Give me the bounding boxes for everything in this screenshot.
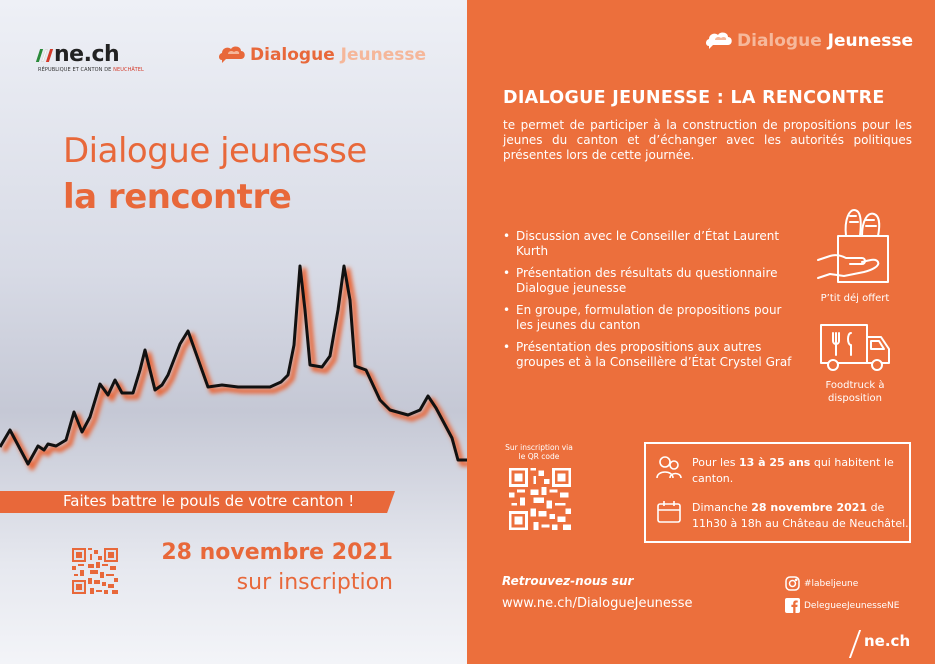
find-us-label: Retrouvez-nous sur: [502, 574, 634, 588]
qr-label: Sur inscription via le QR code: [505, 443, 573, 461]
neuchatel-flag-icon: [38, 49, 52, 62]
event-date: 28 novembre 2021: [161, 540, 393, 565]
date-info-row: Dimanche 28 novembre 2021 de 11h30 à 18h au Château de Neuchâtel.: [656, 500, 914, 532]
instagram-icon: [785, 576, 800, 591]
section-heading: DIALOGUE JEUNESSE : LA RENCONTRE: [503, 88, 885, 108]
instagram-link[interactable]: [785, 576, 858, 591]
event-info-box: [644, 442, 911, 543]
ne-logo-text: ne.ch: [54, 42, 120, 67]
ne-logo-subtitle: RÉPUBLIQUE ET CANTON DE NEUCHÂTEL: [38, 67, 144, 73]
facebook-handle: DelegueeJeunesseNE: [804, 600, 900, 611]
flyer-back: [467, 0, 935, 664]
foodtruck-icon: [819, 323, 891, 373]
foodtruck-feature: [800, 323, 910, 405]
breakfast-label: P’tit déj offert: [820, 293, 890, 304]
program-list: [503, 229, 793, 377]
foodtruck-label: Foodtruck à disposition: [825, 380, 885, 404]
qr-code-icon: [72, 548, 118, 594]
people-icon: [656, 455, 682, 479]
instagram-handle: #labeljeune: [804, 578, 859, 589]
facebook-icon: [785, 598, 800, 613]
flyer-front: [0, 0, 467, 664]
list-item: • Présentation des résultats du questionnaire Dialogue jeunesse: [503, 266, 793, 296]
dialogue-jeunesse-logo: Dialogue Jeunesse: [218, 45, 426, 65]
list-item: • Présentation des propositions aux autres groupes et à la Conseillère d’État Crystel Graf: [503, 340, 793, 370]
ne-logo-slash: [849, 630, 861, 658]
website-link[interactable]: www.ne.ch/DialogueJeunesse: [502, 596, 693, 611]
food-bag-icon: [816, 206, 894, 286]
facebook-link[interactable]: [785, 598, 899, 613]
dialogue-jeunesse-logo: Dialogue Jeunesse: [705, 31, 913, 51]
speech-cloud-icon: [218, 45, 246, 65]
slogan-text: Faites battre le pouls de votre canton !: [63, 492, 355, 510]
list-item: • Discussion avec le Conseiller d’État Laurent Kurth: [503, 229, 793, 259]
inscription-note: sur inscription: [236, 570, 393, 595]
age-info-row: Pour les 13 à 25 ans qui habitent le canton.: [656, 455, 914, 487]
intro-paragraph: te permet de participer à la construction de propositions pour les jeunes du canton et d’échanger avec les autorités politiques présentes lors de cette journée.: [503, 118, 912, 162]
breakfast-feature: [800, 206, 910, 305]
neuchatel-skyline-illustration: [0, 250, 467, 480]
ne-ch-footer-logo: ne.ch: [864, 632, 911, 650]
title-line-1: Dialogue jeunesse: [63, 131, 367, 171]
ne-ch-logo: [38, 42, 144, 73]
list-item: • En groupe, formulation de propositions pour les jeunes du canton: [503, 303, 793, 333]
speech-cloud-icon: [705, 31, 733, 51]
calendar-icon: [656, 500, 682, 524]
title-line-2: la rencontre: [63, 177, 292, 217]
qr-code-icon[interactable]: [509, 468, 571, 530]
